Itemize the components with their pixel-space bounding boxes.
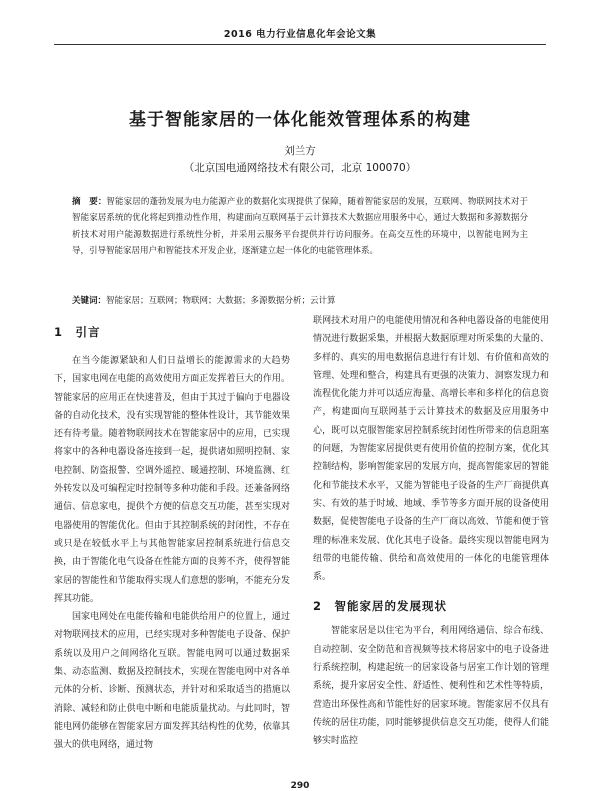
- section-2-heading: 2 智能家居的发展现状: [313, 599, 448, 614]
- author-affiliation: （北京国电通网络技术有限公司，北京 100070）: [183, 162, 417, 174]
- author-name: 刘兰方: [284, 145, 316, 157]
- page-number: 290: [290, 781, 310, 791]
- abstract: [72, 194, 528, 260]
- running-header: 2016 电力行业信息化年会论文集: [223, 29, 377, 40]
- header-rule: [54, 44, 546, 45]
- abstract-label: 摘 要：: [72, 197, 107, 207]
- abstract-text: 智能家居的蓬勃发展为电力能源产业的数据化实现提供了保障，随着智能家居的发展，互联网、物联网技术对于智能家居系统的优化将起到推动性作用，构建面向互联网基于云计算技术大数据应用服务中心，通过大数据和多源数据分析技术对用户能源数据进行系统性分析，并采用云服务平台提供并行访问服务。在高交互性的环境中，以智能电网为主导，引导智能家居用户和智能技术开发企业，逐渐建立起一体化的电能管理体系。: [72, 197, 528, 257]
- keywords-label: 关键词：: [72, 296, 107, 306]
- keywords: [72, 294, 528, 308]
- right-column: [313, 312, 549, 751]
- section-1-paragraph-1: 在当今能源紧缺和人们日益增长的能源需求的大趋势下，国家电网在电能的高效使用方面正发挥着巨大的作用。智能家居的应用正在快速普及，但由于其过于偏向于电器设备的自动化技术，没有实现智能的整体性设计，其节能效果还有待考量。随着物联网技术在智能家居中的应用，已实现将家中的各种电器设备连接到一起，提供诸如照明控制、家电控制、防盗报警、空调外遥控、暖通控制、环境监测、红外转发以及可编程定时控制等多种功能和手段。还兼备网络通信、信息家电，提供个方便的信息交互功能，甚至实现对电器使用的智能优化。但由于其控制系统的封闭性，不存在或只是在较低水平上与其他智能家居控制系统进行信息交换，由于智能化电气设备在性能方面的良莠不齐，使得智能家居的智能性和节能取得实现人们意想的影响，不能充分发挥其功能。: [54, 356, 290, 604]
- keywords-text: 智能家居；互联网；物联网；大数据；多源数据分析；云计算: [106, 296, 336, 306]
- left-column: [54, 322, 290, 755]
- section-1-paragraph-2: 国家电网处在电能传输和电能供给用户的位置上，通过对物联网技术的应用，已经实现对多种智能电子设备、保护系统以及用户之间网络化互联。智能电网可以通过数据采集、动态监测、数据及控制技术，实现在智能电网中对各单元体的分析、诊断、预测状态，并针对和采取适当的措施以消除、减轻和防止供电中断和电能质量扰动。与此同时，智能电网仍能够在智能家居方面发挥其结构性的优势，依靠其强大的供电网络，通过物: [54, 612, 290, 751]
- section-2-paragraph-1: 智能家居是以住宅为平台，利用网络通信、综合布线、自动控制、安全防范和音视频等技术将居家中的电子设备进行系统控制，构建起统一的居家设备与居室工作计划的管理系统，提升家居安全性、舒适性、便利性和艺术性等特质，营造出环保性高和节能性好的居家环境。智能家居不仅具有传统的居住功能，同时能够提供信息交互功能，使得人们能够实时监控: [313, 626, 549, 747]
- section-1-paragraph-continuation: 联网技术对用户的电能使用情况和各种电器设备的电能使用情况进行数据采集，并根据大数据原理对所采集的大量的、多样的、真实的用电数据信息进行有计划、有价值和高效的管理、处理和整合，构建具有更强的决策力、洞察发现力和流程优化能力并可以适应海量、高增长率和多样化的信息资产，构建面向互联网基于云计算技术的数据及应用服务中心，既可以克服智能家居控制系统封闭性所带来的信息阻塞的问题，为智能家居提供更有使用价值的控制方案，优化其控制结构，影响智能家居的发展方向，提高智能家居的智能化和节能技术水平，又能为智能电子设备的生产厂商提供真实、有效的基于时域、地域、季节等多方面开展的设备使用数据，促使智能电子设备的生产厂商以高效、节能和便于管理的标准来发展、优化其电子设备。最终实现以智能电网为纽带的电能传输、供给和高效使用的一体化的电能管理体系。: [313, 316, 549, 583]
- section-1-heading: 1 引言: [54, 325, 101, 339]
- paper-title: 基于智能家居的一体化能效管理体系的构建: [129, 110, 471, 130]
